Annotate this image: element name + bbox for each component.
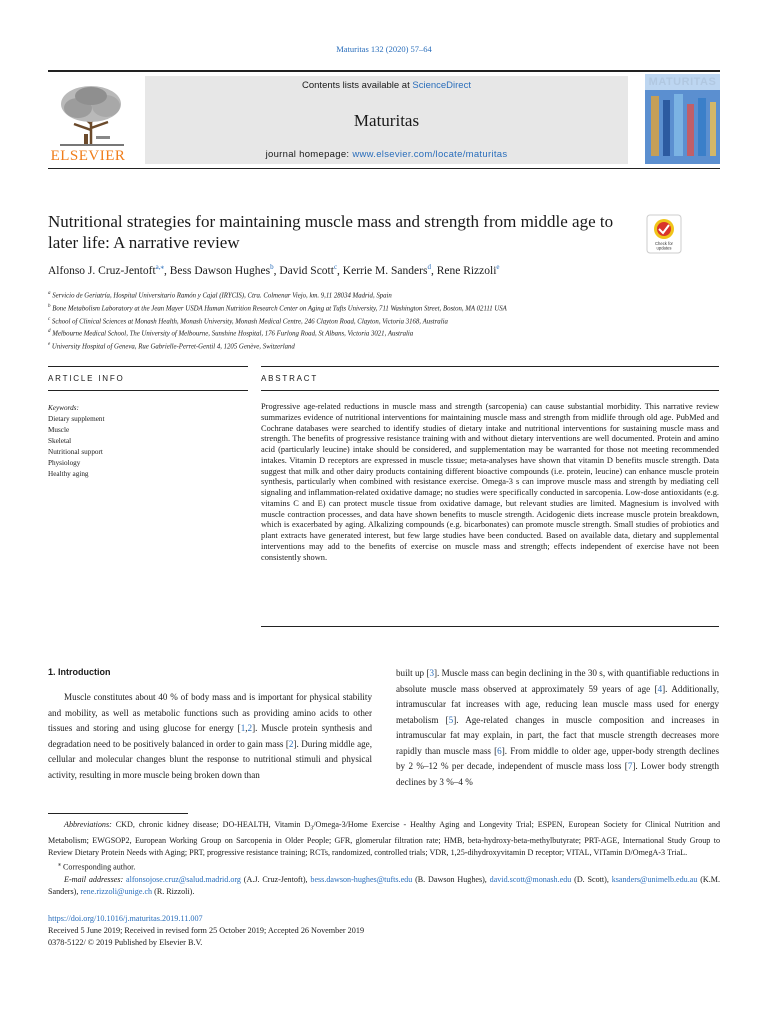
affiliation-line [48, 289, 688, 302]
affiliation-mark: e [48, 342, 51, 348]
sciencedirect-link[interactable]: ScienceDirect [412, 80, 471, 91]
author-separator: , [430, 264, 437, 277]
affiliation-text: Bone Metabolism Laboratory at the Jean Mayer USDA Human Nutrition Research Center on Aging at Tufts University, 711 Washington Street, Boston, MA 02111 USA [50, 305, 507, 313]
author-affiliation-mark[interactable]: b [270, 263, 274, 271]
abbreviations-subscript: 3 [310, 825, 314, 832]
email-link[interactable]: ksanders@unimelb.edu.au [611, 874, 698, 884]
corresponding-author-note [48, 859, 720, 874]
affiliation-mark: b [48, 303, 51, 309]
homepage-prefix: journal homepage: [265, 149, 353, 160]
email-owner: (K.M. Sanders), [48, 874, 721, 896]
author-affiliation-mark[interactable]: d [427, 263, 431, 271]
article-info-rule-bottom [48, 390, 248, 391]
copyright-line: 0378-5122/ © 2019 Published by Elsevier B.V. [48, 937, 203, 947]
intro-text: ]. Lower body strength declines by 3 %–4 % [396, 761, 719, 787]
keyword: Muscle [48, 426, 70, 434]
author-separator: , [273, 264, 280, 277]
homepage-link[interactable]: www.elsevier.com/locate/maturitas [352, 149, 508, 160]
affiliation-text: Servicio de Geriatría, Hospital Universitario Ramón y Cajal (IRYCIS), Ctra. Colmenar Viejo, km. 9,11 28034 Madrid, Spain [50, 292, 392, 300]
email-link[interactable]: rene.rizzoli@unige.ch [80, 886, 153, 896]
intro-text: ]. From middle to older age, upper-body strength declines by 2 %–12 % per decade, independent of muscle mass loss [ [396, 745, 720, 771]
ref-link[interactable]: 6 [497, 745, 502, 756]
keyword: Healthy aging [48, 470, 89, 478]
ref-link[interactable]: 1 [240, 723, 246, 733]
affiliation-mark: a [48, 291, 51, 296]
email-addresses [48, 874, 720, 898]
affiliation-line [48, 327, 688, 340]
email-owner: (B. Dawson Hughes), [412, 874, 490, 884]
journal-header [48, 70, 720, 169]
author-name[interactable]: Rene Rizzoli [436, 264, 497, 277]
keyword: Nutritional support [48, 448, 103, 456]
intro-text: ]. During middle age, cellular and molecular changes blunt the response to nutritional stimuli and physical activity, resulting in more muscle being broken down than [48, 738, 372, 780]
keyword: Physiology [48, 459, 81, 467]
author-name[interactable]: Alfonso J. Cruz-Jentoft [48, 264, 156, 277]
email-link[interactable]: david.scott@monash.edu [489, 874, 572, 884]
intro-text: ]. Age-related changes in muscle composition and increases in intramuscular fat may explain, in part, the fact that muscle strength decreases more rapidly than muscle mass [ [396, 714, 720, 756]
author-affiliation-mark[interactable]: a,⁎ [155, 263, 164, 271]
elsevier-logo-text: ELSEVIER [50, 148, 126, 164]
doi-link[interactable]: https://doi.org/10.1016/j.maturitas.2019.11.007 [48, 914, 203, 923]
affiliation-text: University Hospital of Geneva, Rue Gabrielle-Perret-Gentil 4, 1205 Genève, Switzerland [50, 343, 295, 351]
affiliations [48, 289, 688, 353]
introduction-heading: 1. Introduction [48, 667, 111, 677]
email-owner: (A.J. Cruz-Jentoft), [240, 874, 311, 884]
email-label: E-mail addresses: [64, 874, 124, 884]
keywords-label: Keywords: [48, 404, 79, 412]
keywords-block [48, 403, 248, 480]
intro-column-1 [48, 690, 372, 783]
article-title: Nutritional strategies for maintaining muscle mass and strength from middle age to later life: A narrative review [48, 212, 614, 252]
article-info-rule [48, 366, 248, 367]
received-dates: Received 5 June 2019; Received in revised form 25 October 2019; Accepted 26 November 2019 [48, 925, 365, 935]
email-link[interactable]: alfonsojose.cruz@salud.madrid.org [126, 874, 241, 884]
cover-pattern-icon [645, 74, 720, 164]
intro-text: ]. Muscle mass can begin declining in the 30 s, with quantifiable reductions in absolute muscle mass observed at approximately 59 years of age [ [396, 668, 720, 694]
journal-reference-link[interactable]: Maturitas 132 (2020) 57–64 [336, 44, 432, 54]
intro-text: ]. Additionally, intramuscular fat increases with age, reducing lean muscle mass used for energy metabolism [ [396, 683, 720, 725]
ref-link[interactable]: 2 [288, 738, 294, 749]
affiliation-text: School of Clinical Sciences at Monash Health, Monash University, Monash Medical Centre, 246 Clayton Road, Clayton, Victoria 3168, Australia [50, 317, 448, 325]
journal-name: Maturitas [353, 111, 420, 130]
email-owner: (R. Rizzoli). [152, 886, 195, 896]
affiliation-line [48, 302, 688, 315]
footnotes [48, 819, 720, 898]
journal-cover-image[interactable] [645, 74, 720, 164]
abstract-end-rule [261, 626, 719, 627]
affiliation-line [48, 340, 688, 353]
author-list [48, 263, 698, 277]
homepage-line [145, 149, 628, 160]
contents-line [145, 80, 628, 91]
abbreviations-label: Abbreviations: [64, 820, 112, 829]
email-link[interactable]: bess.dawson-hughes@tufts.edu [310, 874, 413, 884]
author-separator: , [164, 264, 170, 277]
author-affiliation-mark[interactable]: c [333, 263, 338, 271]
ref-link[interactable]: 7 [627, 761, 633, 771]
ref-link[interactable]: 5 [448, 714, 454, 725]
abstract-text: Progressive age-related reductions in muscle mass and strength (sarcopenia) can cause substantial morbidity. This narrative review summarizes evidence of nutritional interventions for maintaining muscle mass and strength from midlife through old age. PubMed and Cochrane databases were searched to identify studies of dietary intake and nutritional interventions for sustaining muscle mass and strength. The benefits of progressive resistance training with and without dietary interventions are well documented. Protein and amino acid (particularly leucine) intake should be considered, and supplementation may be warranted for those not meeting recommended intakes. Vitamin D receptors are expressed in muscle tissue; meta-analyses have shown that vitamin D benefits muscle strength. Data suggest that milk and other dairy products containing different bioactive compounds (i.e. protein, leucine) can enhance muscle protein synthesis, particularly when combined with resistance exercise. Omega-3 s can improve muscle mass and strength by mediating cell signaling and inflammation-related oxidative damage; no studies were specifically conducted in sarcopenia. Low-dose antioxidants (e.g. vitamins C and E) can protect muscle tissue from oxidative damage, but relevant studies are limited. Magnesium is involved with muscle contraction processes, and data have shown benefits to muscle strength. Acidogenic diets increase muscle protein breakdown, which is exacerbated by aging. Alkalizing compounds (e.g. bicarbonates) can promote muscle strength. Small studies of probiotics and plant extracts have generated interest, but few large studies have been conducted. Based on available data, dietary and supplemental interventions may add to the benefits of exercise on muscle mass and strength; effects independent of exercise have not been consistently shown. [261, 402, 719, 562]
ref-link[interactable]: 2 [247, 723, 253, 733]
intro-text: ]. Muscle protein synthesis and degradation need to be positively balanced in order to gain mass [ [48, 723, 373, 749]
keyword: Skeletal [48, 437, 72, 445]
ref-link[interactable]: 4 [657, 683, 663, 694]
author-name[interactable]: Kerrie M. Sanders [342, 264, 428, 277]
check-for-updates-icon[interactable] [646, 214, 682, 254]
journal-reference[interactable] [0, 44, 768, 54]
abstract-heading: ABSTRACT [261, 374, 319, 383]
publication-info [48, 913, 720, 948]
corresponding-text: Corresponding author. [61, 862, 136, 872]
article-info-heading: ARTICLE INFO [48, 374, 125, 383]
check-for-updates-label: Check for updates [655, 241, 673, 251]
author-affiliation-mark[interactable]: e [496, 263, 500, 271]
author-name[interactable]: David Scott [279, 264, 334, 277]
corresponding-mark: ⁎ [58, 861, 61, 868]
ref-separator: , [245, 723, 248, 733]
contents-prefix: Contents lists available at [302, 80, 413, 91]
abbreviations-text: CKD, chronic kidney disease; DO-HEALTH, Vitamin D [111, 820, 311, 829]
affiliation-mark: d [48, 329, 51, 335]
footnote-rule [48, 813, 188, 814]
ref-link[interactable]: 3 [429, 668, 435, 678]
abbreviations-text-2: /Omega-3/Home Exercise - Healthy Aging and Longevity Trial; ESPEN, European Society for Clinical Nutrition and Metabolism; EWGSOP2, European Working Group on Sarcopenia in Older People; GFR, glomerular filtration rate; HMB, beta-hydroxy-beta-methylbutyrate; PRT-AGE, International Study Group to Review Dietary Protein Needs with Aging; PRT, progressive resistance training; RCTs, randomized, controlled trials; VDR, 1,25-dihydroxyvitamin D receptor; VITAL, VITamin D/OmegA-3 TriaL. [48, 820, 720, 857]
abstract-rule-bottom [261, 390, 719, 391]
intro-text: built up [ [396, 668, 430, 678]
affiliation-text: Melbourne Medical School, The University of Melbourne, Sunshine Hospital, 176 Furlong Road, St Albans, Victoria 3021, Australia [50, 330, 414, 338]
email-owner: (D. Scott), [571, 874, 612, 884]
author-separator: , [337, 264, 343, 277]
keyword: Dietary supplement [48, 415, 105, 423]
header-center-panel [145, 76, 628, 164]
intro-text: Muscle constitutes about 40 % of body mass and is important for physical stability and mobility, as well as metabolic functions such as providing amino acids to other tissues and storing and using glucose for energy [ [48, 692, 372, 733]
abstract-rule [261, 366, 719, 367]
affiliation-mark: c [48, 316, 51, 322]
author-name[interactable]: Bess Dawson Hughes [169, 264, 271, 277]
intro-column-2 [396, 666, 719, 790]
affiliation-line [48, 315, 688, 328]
abbreviations-footnote [48, 819, 720, 859]
